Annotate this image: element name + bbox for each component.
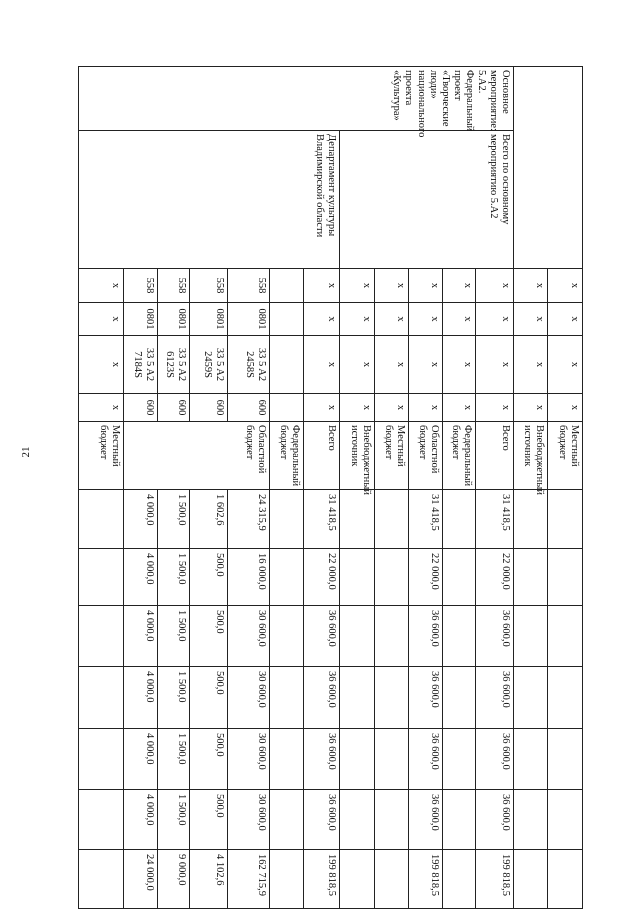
code-cell: x xyxy=(409,269,443,303)
amount-cell xyxy=(270,549,304,606)
amount-cell xyxy=(443,490,476,549)
amount-cell: 500,0 xyxy=(190,790,228,850)
code-cell: 558 xyxy=(190,269,228,303)
amount-cell xyxy=(340,667,375,729)
amount-cell: 36 600,0 xyxy=(304,606,340,667)
code-cell: 558 xyxy=(158,269,190,303)
amount-cell: 1 500,0 xyxy=(158,606,190,667)
code-cell xyxy=(270,303,304,336)
amount-cell xyxy=(270,729,304,790)
code-cell: x xyxy=(340,303,375,336)
cell-department: Департамент культуры Владимирской области xyxy=(79,131,340,269)
amount-cell: 30 600,0 xyxy=(228,790,270,850)
code-cell: x xyxy=(79,303,124,336)
code-cell: 600 xyxy=(228,394,270,422)
amount-cell xyxy=(79,790,124,850)
code-cell: x xyxy=(514,336,548,394)
amount-cell: 31 418,5 xyxy=(304,490,340,549)
code-cell: x xyxy=(548,394,583,422)
amount-cell xyxy=(79,490,124,549)
amount-cell: 4 000,0 xyxy=(124,729,158,790)
code-cell: x xyxy=(548,269,583,303)
funding-source-cell: Внебюджетный источник xyxy=(514,422,548,490)
amount-cell: 36 600,0 xyxy=(409,790,443,850)
amount-cell: 1 602,6 xyxy=(190,490,228,549)
amount-cell xyxy=(443,549,476,606)
code-cell: 33 5 A2 7184S xyxy=(124,336,158,394)
budget-table xyxy=(78,66,583,909)
amount-cell: 1 500,0 xyxy=(158,490,190,549)
amount-cell xyxy=(375,490,409,549)
code-cell: 600 xyxy=(158,394,190,422)
amount-cell: 4 102,6 xyxy=(190,850,228,909)
amount-cell: 22 000,0 xyxy=(409,549,443,606)
amount-cell: 30 600,0 xyxy=(228,606,270,667)
code-cell xyxy=(270,394,304,422)
amount-cell: 1 500,0 xyxy=(158,790,190,850)
page-number: 21 xyxy=(20,446,32,458)
amount-cell xyxy=(443,850,476,909)
amount-cell xyxy=(79,850,124,909)
code-cell: x xyxy=(476,269,514,303)
funding-source-cell: Областной бюджет xyxy=(409,422,443,490)
amount-cell xyxy=(548,549,583,606)
amount-cell xyxy=(548,729,583,790)
amount-cell xyxy=(340,549,375,606)
code-cell: 0801 xyxy=(228,303,270,336)
code-cell: 0801 xyxy=(190,303,228,336)
code-cell: x xyxy=(514,269,548,303)
amount-cell: 4 000,0 xyxy=(124,606,158,667)
amount-cell xyxy=(79,667,124,729)
code-cell: x xyxy=(443,336,476,394)
funding-source-cell: Внебюджетный источник xyxy=(340,422,375,490)
amount-cell xyxy=(514,667,548,729)
amount-cell xyxy=(79,549,124,606)
amount-cell: 500,0 xyxy=(190,606,228,667)
amount-cell xyxy=(340,790,375,850)
amount-cell xyxy=(443,667,476,729)
amount-cell: 30 600,0 xyxy=(228,729,270,790)
code-cell: 0801 xyxy=(124,303,158,336)
amount-cell xyxy=(375,549,409,606)
amount-cell xyxy=(270,790,304,850)
amount-cell xyxy=(79,606,124,667)
table-row xyxy=(304,67,340,909)
amount-cell: 199 818,5 xyxy=(476,850,514,909)
amount-cell xyxy=(270,490,304,549)
amount-cell: 36 600,0 xyxy=(304,790,340,850)
code-cell: x xyxy=(340,336,375,394)
code-cell: x xyxy=(375,303,409,336)
amount-cell: 500,0 xyxy=(190,729,228,790)
amount-cell xyxy=(79,729,124,790)
code-cell: x xyxy=(548,303,583,336)
amount-cell: 36 600,0 xyxy=(304,667,340,729)
amount-cell: 36 600,0 xyxy=(476,606,514,667)
amount-cell xyxy=(514,606,548,667)
amount-cell: 36 600,0 xyxy=(409,606,443,667)
amount-cell xyxy=(514,490,548,549)
amount-cell xyxy=(548,490,583,549)
code-cell: 600 xyxy=(190,394,228,422)
code-cell: x xyxy=(409,336,443,394)
funding-source-cell: Всего xyxy=(304,422,340,490)
amount-cell: 4 000,0 xyxy=(124,667,158,729)
amount-cell: 1 500,0 xyxy=(158,729,190,790)
amount-cell: 4 000,0 xyxy=(124,490,158,549)
code-cell: x xyxy=(304,394,340,422)
amount-cell: 1 500,0 xyxy=(158,549,190,606)
code-cell: x xyxy=(476,394,514,422)
amount-cell: 36 600,0 xyxy=(476,667,514,729)
code-cell: x xyxy=(409,394,443,422)
code-cell: x xyxy=(79,394,124,422)
funding-source-cell: Всего xyxy=(476,422,514,490)
amount-cell xyxy=(340,606,375,667)
code-cell: x xyxy=(304,269,340,303)
amount-cell: 500,0 xyxy=(190,667,228,729)
amount-cell xyxy=(548,850,583,909)
amount-cell xyxy=(514,549,548,606)
cell-main-event: Основное мероприятие: 5.А2. Федеральный проект «Творческие люди» национального проекта «Культура» xyxy=(79,67,514,131)
amount-cell xyxy=(375,850,409,909)
code-cell: x xyxy=(443,303,476,336)
code-cell: x xyxy=(443,269,476,303)
funding-source-cell: Местный бюджет xyxy=(79,422,124,490)
amount-cell xyxy=(375,790,409,850)
table-row xyxy=(548,67,583,909)
amount-cell: 36 600,0 xyxy=(476,729,514,790)
amount-cell: 199 818,5 xyxy=(409,850,443,909)
amount-cell: 500,0 xyxy=(190,549,228,606)
rotated-table-wrapper xyxy=(97,66,583,897)
funding-source-cell: Областной бюджет xyxy=(124,422,270,490)
code-cell: x xyxy=(375,336,409,394)
amount-cell xyxy=(340,490,375,549)
code-cell: 558 xyxy=(124,269,158,303)
amount-cell xyxy=(270,606,304,667)
code-cell: x xyxy=(548,336,583,394)
code-cell xyxy=(270,269,304,303)
funding-source-cell: Местный бюджет xyxy=(375,422,409,490)
code-cell: x xyxy=(409,303,443,336)
amount-cell xyxy=(375,606,409,667)
amount-cell: 22 000,0 xyxy=(304,549,340,606)
code-cell: 0801 xyxy=(158,303,190,336)
code-cell: x xyxy=(304,303,340,336)
amount-cell xyxy=(340,850,375,909)
amount-cell xyxy=(443,729,476,790)
amount-cell xyxy=(514,790,548,850)
amount-cell: 36 600,0 xyxy=(304,729,340,790)
funding-source-cell: Местный бюджет xyxy=(548,422,583,490)
amount-cell: 36 600,0 xyxy=(409,667,443,729)
code-cell: x xyxy=(514,303,548,336)
amount-cell: 22 000,0 xyxy=(476,549,514,606)
funding-source-cell: Федеральный бюджет xyxy=(270,422,304,490)
code-cell: x xyxy=(340,394,375,422)
amount-cell xyxy=(270,667,304,729)
amount-cell: 9 000,0 xyxy=(158,850,190,909)
code-cell: 600 xyxy=(124,394,158,422)
cell-blank-top xyxy=(514,67,583,269)
amount-cell: 162 715,9 xyxy=(228,850,270,909)
code-cell: x xyxy=(476,336,514,394)
amount-cell xyxy=(548,790,583,850)
amount-cell xyxy=(375,667,409,729)
table-row xyxy=(476,67,514,909)
funding-source-cell: Федеральный бюджет xyxy=(443,422,476,490)
amount-cell xyxy=(548,606,583,667)
amount-cell xyxy=(514,850,548,909)
amount-cell xyxy=(548,667,583,729)
amount-cell: 31 418,5 xyxy=(409,490,443,549)
code-cell: 33 5 A2 6123S xyxy=(158,336,190,394)
amount-cell: 199 818,5 xyxy=(304,850,340,909)
code-cell xyxy=(270,336,304,394)
amount-cell xyxy=(375,729,409,790)
amount-cell xyxy=(340,729,375,790)
code-cell: x xyxy=(340,269,375,303)
amount-cell: 31 418,5 xyxy=(476,490,514,549)
amount-cell: 1 500,0 xyxy=(158,667,190,729)
amount-cell: 36 600,0 xyxy=(409,729,443,790)
amount-cell xyxy=(270,850,304,909)
code-cell: x xyxy=(476,303,514,336)
amount-cell: 4 000,0 xyxy=(124,790,158,850)
amount-cell: 36 600,0 xyxy=(476,790,514,850)
amount-cell xyxy=(514,729,548,790)
code-cell: x xyxy=(443,394,476,422)
amount-cell: 4 000,0 xyxy=(124,549,158,606)
code-cell: x xyxy=(304,336,340,394)
code-cell: 33 5 A2 2458S xyxy=(228,336,270,394)
code-cell: x xyxy=(514,394,548,422)
code-cell: x xyxy=(375,269,409,303)
code-cell: x xyxy=(375,394,409,422)
amount-cell: 24 000,0 xyxy=(124,850,158,909)
code-cell: x xyxy=(79,269,124,303)
amount-cell xyxy=(443,790,476,850)
code-cell: 33 5 A2 2459S xyxy=(190,336,228,394)
amount-cell xyxy=(443,606,476,667)
cell-total-label: Всего по основному мероприятию 5.А2 xyxy=(340,131,514,269)
amount-cell: 16 000,0 xyxy=(228,549,270,606)
code-cell: x xyxy=(79,336,124,394)
amount-cell: 30 600,0 xyxy=(228,667,270,729)
code-cell: 558 xyxy=(228,269,270,303)
amount-cell: 24 315,9 xyxy=(228,490,270,549)
